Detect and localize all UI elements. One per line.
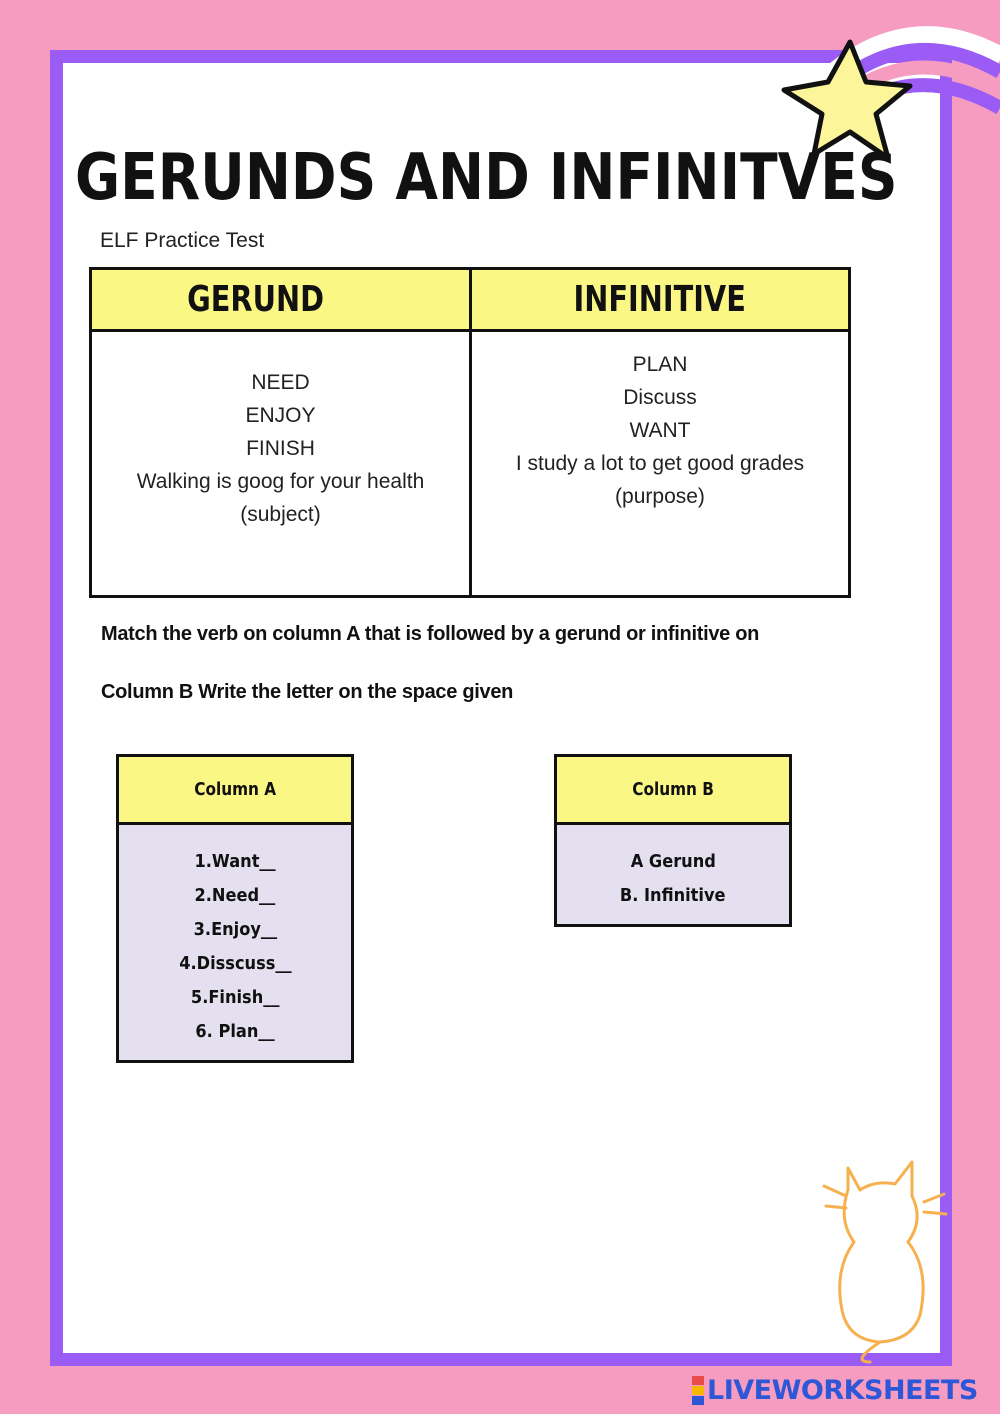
infinitive-item: Discuss [623, 386, 697, 409]
liveworksheets-watermark [692, 1374, 978, 1406]
column-a-item[interactable]: 2.Need__ [194, 885, 276, 906]
gerund-item: ENJOY [245, 404, 316, 427]
worksheet-page [63, 63, 940, 1353]
column-a-item[interactable]: 5.Finish__ [190, 987, 280, 1008]
gerund-header: GERUND [92, 270, 472, 332]
column-a-list [119, 825, 351, 1049]
column-b-item: A Gerund [630, 851, 716, 872]
column-a-box [116, 754, 354, 1063]
infinitive-item: PLAN [632, 353, 688, 376]
column-a-item[interactable]: 6. Plan__ [195, 1021, 275, 1042]
reference-table [89, 267, 851, 598]
gerund-item: NEED [251, 371, 310, 394]
instruction-line-1: Match the verb on column A that is followed by a gerund or infinitive on [101, 623, 760, 645]
instruction-line-2: Column B Write the letter on the space given [101, 681, 514, 703]
infinitive-item: WANT [629, 419, 691, 442]
watermark-text: LIVEWORKSHEETS [707, 1374, 978, 1406]
column-b-box [554, 754, 792, 927]
column-a-item[interactable]: 4.Disscuss__ [178, 953, 292, 974]
column-b-header: Column B [557, 757, 789, 825]
liveworksheets-logo-icon [692, 1376, 704, 1405]
infinitive-examples [472, 332, 848, 595]
column-a-header: Column A [119, 757, 351, 825]
infinitive-item: (purpose) [615, 485, 705, 508]
gerund-item: (subject) [240, 503, 321, 526]
cat-outline-icon [820, 1150, 950, 1365]
page-title: GERUNDS AND INFINITVES [75, 141, 898, 215]
infinitive-item: I study a lot to get good grades [515, 452, 805, 475]
subtitle: ELF Practice Test [100, 229, 265, 252]
column-b-item: B. Infinitive [620, 885, 726, 906]
column-b-list [557, 825, 789, 913]
gerund-item: Walking is goog for your health [136, 470, 425, 493]
column-a-item[interactable]: 1.Want__ [194, 851, 276, 872]
gerund-examples [92, 332, 472, 595]
infinitive-header: INFINITIVE [472, 270, 848, 332]
column-a-item[interactable]: 3.Enjoy__ [193, 919, 277, 940]
gerund-item: FINISH [246, 437, 315, 460]
